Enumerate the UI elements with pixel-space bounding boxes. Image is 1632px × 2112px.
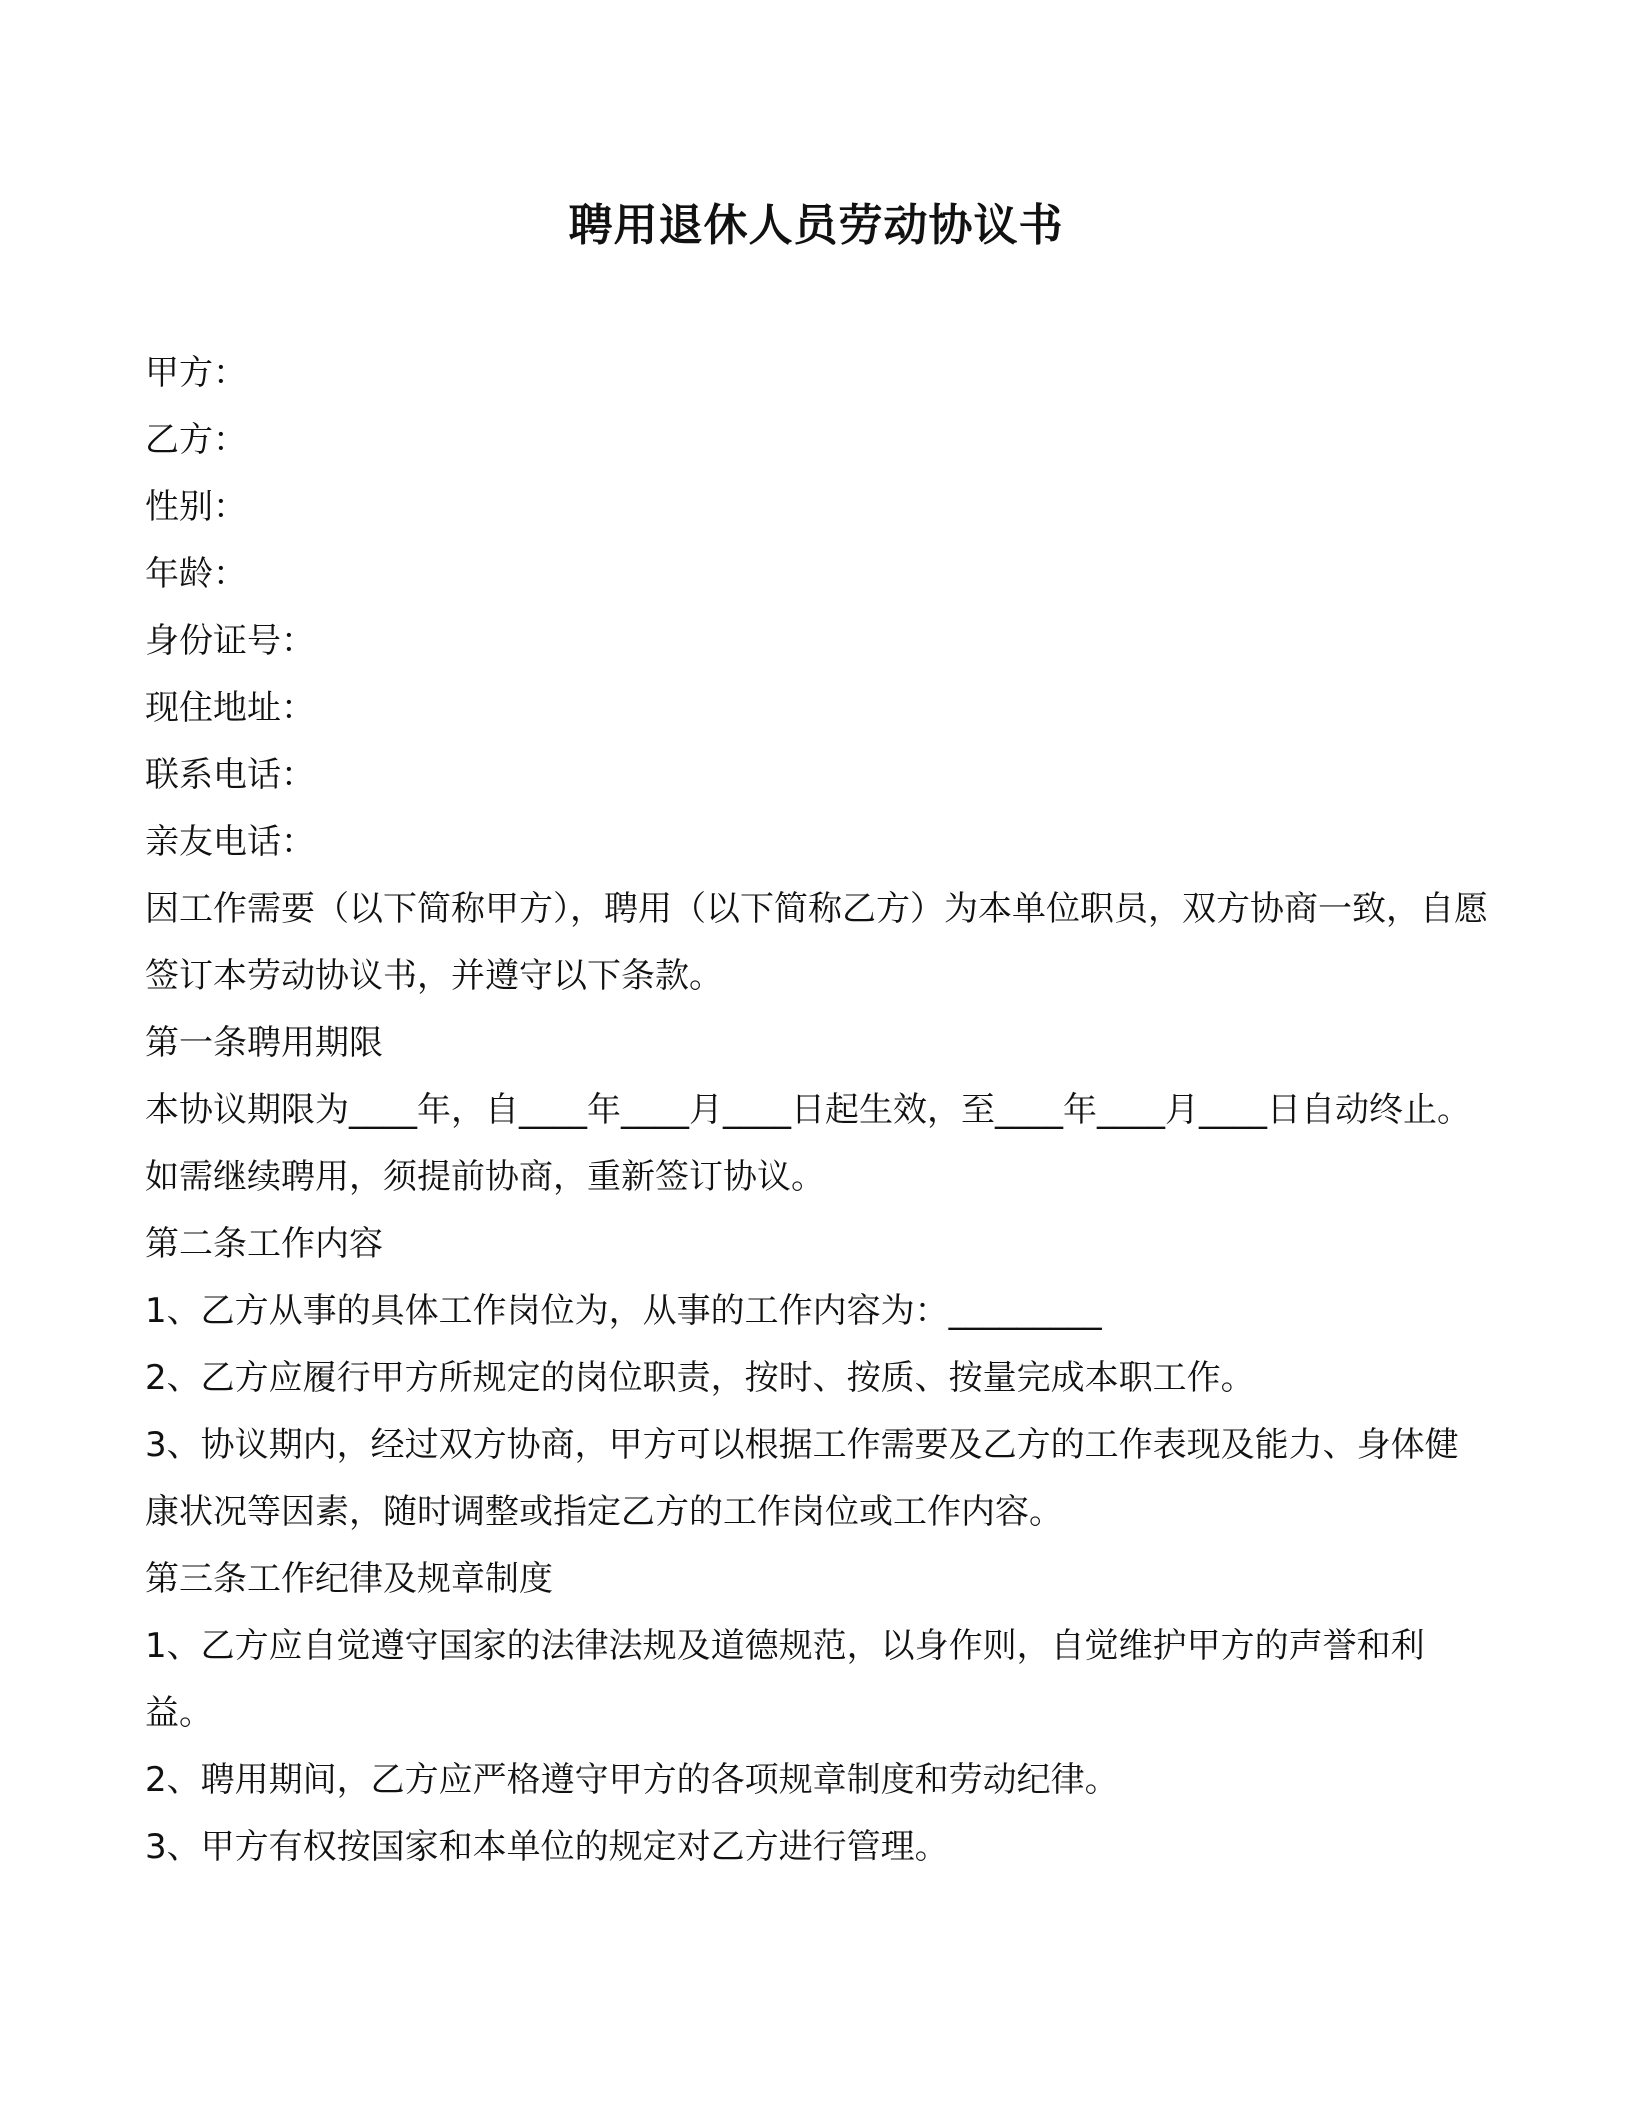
field-relative-phone: 亲友电话： [145, 822, 315, 862]
field-age: 年龄： [145, 554, 247, 594]
field-party-a: 甲方： [145, 353, 247, 393]
article-2-heading: 第二条工作内容 [145, 1224, 383, 1264]
article-1-text: 本协议期限为____年，自____年____月____日起生效，至____年____月____日自动终止。如需继续聘用，须提前协商，重新签订协议。 [145, 1090, 1471, 1197]
field-gender: 性别： [145, 487, 247, 527]
article-2-item-1: 1、乙方从事的具体工作岗位为，从事的工作内容为：_________ [145, 1291, 1102, 1331]
article-2-item-2: 2、乙方应履行甲方所规定的岗位职责，按时、按质、按量完成本职工作。 [145, 1358, 1255, 1398]
article-1-heading: 第一条聘用期限 [145, 1023, 383, 1063]
field-phone: 联系电话： [145, 755, 315, 795]
field-party-b: 乙方： [145, 420, 247, 460]
article-3-item-2: 2、聘用期间，乙方应严格遵守甲方的各项规章制度和劳动纪律。 [145, 1760, 1119, 1800]
article-3-item-3: 3、甲方有权按国家和本单位的规定对乙方进行管理。 [145, 1827, 949, 1867]
field-id-number: 身份证号： [145, 621, 315, 661]
article-3-item-1: 1、乙方应自觉遵守国家的法律法规及道德规范，以身作则，自觉维护甲方的声誉和利益。 [145, 1626, 1425, 1733]
document-body [145, 340, 1490, 1881]
document-title: 聘用退休人员劳动协议书 [568, 200, 1064, 251]
field-address: 现住地址： [145, 688, 315, 728]
intro-paragraph: 因工作需要（以下简称甲方），聘用（以下简称乙方）为本单位职员，双方协商一致，自愿签订本劳动协议书，并遵守以下条款。 [145, 889, 1488, 996]
article-3-heading: 第三条工作纪律及规章制度 [145, 1559, 553, 1599]
article-2-item-3: 3、协议期内，经过双方协商，甲方可以根据工作需要及乙方的工作表现及能力、身体健康状况等因素，随时调整或指定乙方的工作岗位或工作内容。 [145, 1425, 1459, 1532]
